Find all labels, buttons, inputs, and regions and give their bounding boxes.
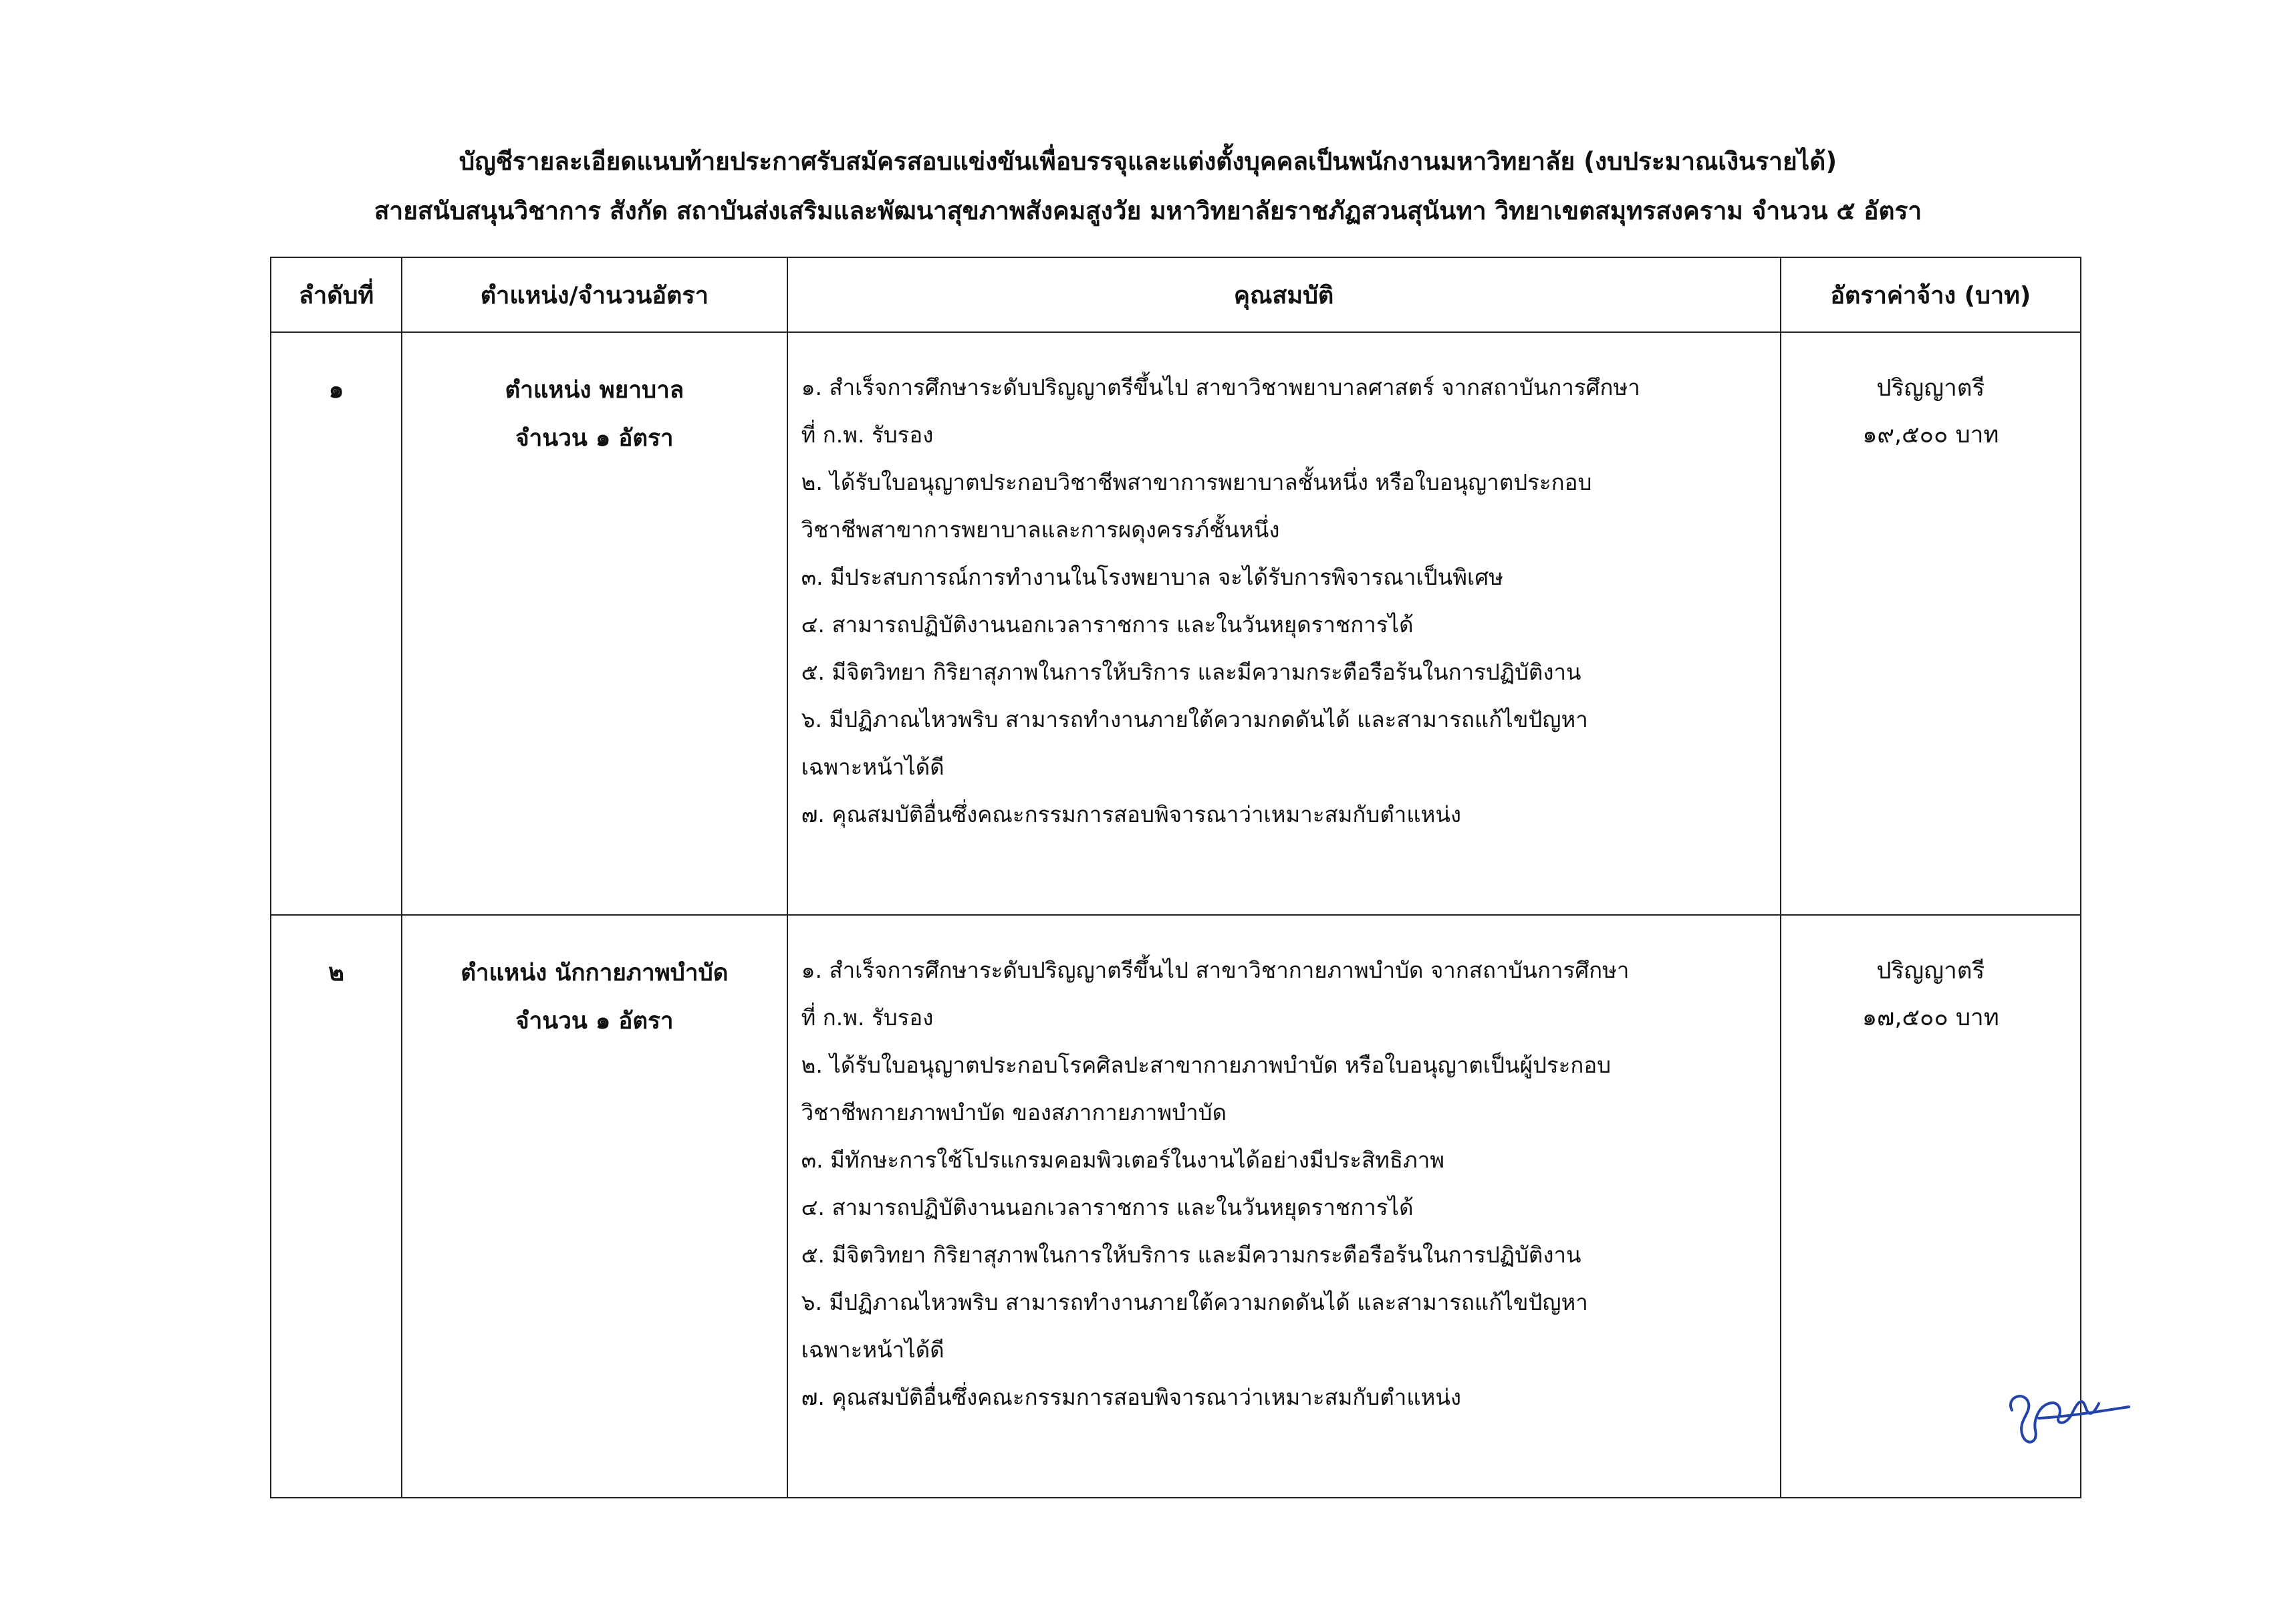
- qualifications-table: [270, 257, 2081, 1498]
- position-title: ตำแหน่ง นักกายภาพบำบัด: [461, 960, 729, 986]
- row-number: ๒: [271, 915, 402, 1498]
- header-no: ลำดับที่: [271, 257, 402, 332]
- position-count: จำนวน ๑ อัตรา: [515, 1008, 674, 1035]
- rate-degree: ปริญญาตรี: [1876, 375, 1985, 402]
- qualification-item: ๒. ได้รับใบอนุญาตประกอบโรคศิลปะสาขากายภาพบำบัด หรือใบอนุญาตเป็นผู้ประกอบ วิชาชีพกายภาพบำบัด ของสภากายภาพบำบัด: [801, 1052, 1612, 1125]
- header-qualifications: คุณสมบัติ: [787, 257, 1781, 332]
- rate-amount: ๑๙,๕๐๐ บาท: [1862, 422, 1999, 448]
- handwritten-signature: [1999, 1370, 2132, 1457]
- qualification-item: ๗. คุณสมบัติอื่นซึ่งคณะกรรมการสอบพิจารณาว่าเหมาะสมกับตำแหน่ง: [801, 1384, 1462, 1410]
- document-title-line-2: สายสนับสนุนวิชาการ สังกัด สถาบันส่งเสริมและพัฒนาสุขภาพสังคมสูงวัย มหาวิทยาลัยราชภัฏสวนสุนันทา วิทยาเขตสมุทรสงคราม จำนวน ๕ อัตรา: [374, 196, 1922, 225]
- qualification-item: ๑. สำเร็จการศึกษาระดับปริญญาตรีขึ้นไป สาขาวิชาพยาบาลศาสตร์ จากสถาบันการศึกษา ที่ ก.พ. รับรอง: [801, 374, 1640, 448]
- table-row: [271, 915, 2081, 1498]
- table-header-row: [271, 257, 2081, 332]
- qualification-item: ๕. มีจิตวิทยา กิริยาสุภาพในการให้บริการ และมีความกระตือรือร้นในการปฏิบัติงาน: [801, 1242, 1581, 1268]
- qualification-item: ๓. มีทักษะการใช้โปรแกรมคอมพิวเตอร์ในงานได้อย่างมีประสิทธิภาพ: [801, 1147, 1445, 1173]
- rate-degree: ปริญญาตรี: [1876, 958, 1985, 984]
- position-title: ตำแหน่ง พยาบาล: [505, 377, 684, 404]
- qualification-item: ๓. มีประสบการณ์การทำงานในโรงพยาบาล จะได้รับการพิจารณาเป็นพิเศษ: [801, 564, 1503, 590]
- qualifications-cell: [787, 915, 1781, 1498]
- qualification-item: ๔. สามารถปฏิบัติงานนอกเวลาราชการ และในวันหยุดราชการได้: [801, 612, 1414, 638]
- header-rate: อัตราค่าจ้าง (บาท): [1781, 257, 2081, 332]
- rate-cell: [1781, 332, 2081, 915]
- document-title-line-1: บัญชีรายละเอียดแนบท้ายประกาศรับสมัครสอบแข่งขันเพื่อบรรจุและแต่งตั้งบุคคลเป็นพนักงานมหาวิทยาลัย (งบประมาณเงินรายได้): [459, 147, 1837, 176]
- position-cell: [402, 332, 787, 915]
- header-position: ตำแหน่ง/จำนวนอัตรา: [402, 257, 787, 332]
- qualification-item: ๖. มีปฏิภาณไหวพริบ สามารถทำงานภายใต้ความกดดันได้ และสามารถแก้ไขปัญหา เฉพาะหน้าได้ดี: [801, 706, 1588, 780]
- qualification-item: ๑. สำเร็จการศึกษาระดับปริญญาตรีขึ้นไป สาขาวิชากายภาพบำบัด จากสถาบันการศึกษา ที่ ก.พ. รับรอง: [801, 957, 1630, 1031]
- qualification-item: ๕. มีจิตวิทยา กิริยาสุภาพในการให้บริการ และมีความกระตือรือร้นในการปฏิบัติงาน: [801, 659, 1581, 685]
- table-row: [271, 332, 2081, 915]
- qualification-item: ๒. ได้รับใบอนุญาตประกอบวิชาชีพสาขาการพยาบาลชั้นหนึ่ง หรือใบอนุญาตประกอบ วิชาชีพสาขาการพยาบาลและการผดุงครรภ์ชั้นหนึ่ง: [801, 469, 1592, 543]
- rate-amount: ๑๗,๕๐๐ บาท: [1862, 1004, 1999, 1031]
- row-number: ๑: [271, 332, 402, 915]
- qualification-item: ๔. สามารถปฏิบัติงานนอกเวลาราชการ และในวันหยุดราชการได้: [801, 1194, 1414, 1220]
- position-count: จำนวน ๑ อัตรา: [515, 425, 674, 452]
- qualifications-cell: [787, 332, 1781, 915]
- qualification-item: ๖. มีปฏิภาณไหวพริบ สามารถทำงานภายใต้ความกดดันได้ และสามารถแก้ไขปัญหา เฉพาะหน้าได้ดี: [801, 1289, 1588, 1363]
- position-cell: [402, 915, 787, 1498]
- qualification-item: ๗. คุณสมบัติอื่นซึ่งคณะกรรมการสอบพิจารณาว่าเหมาะสมกับตำแหน่ง: [801, 801, 1462, 827]
